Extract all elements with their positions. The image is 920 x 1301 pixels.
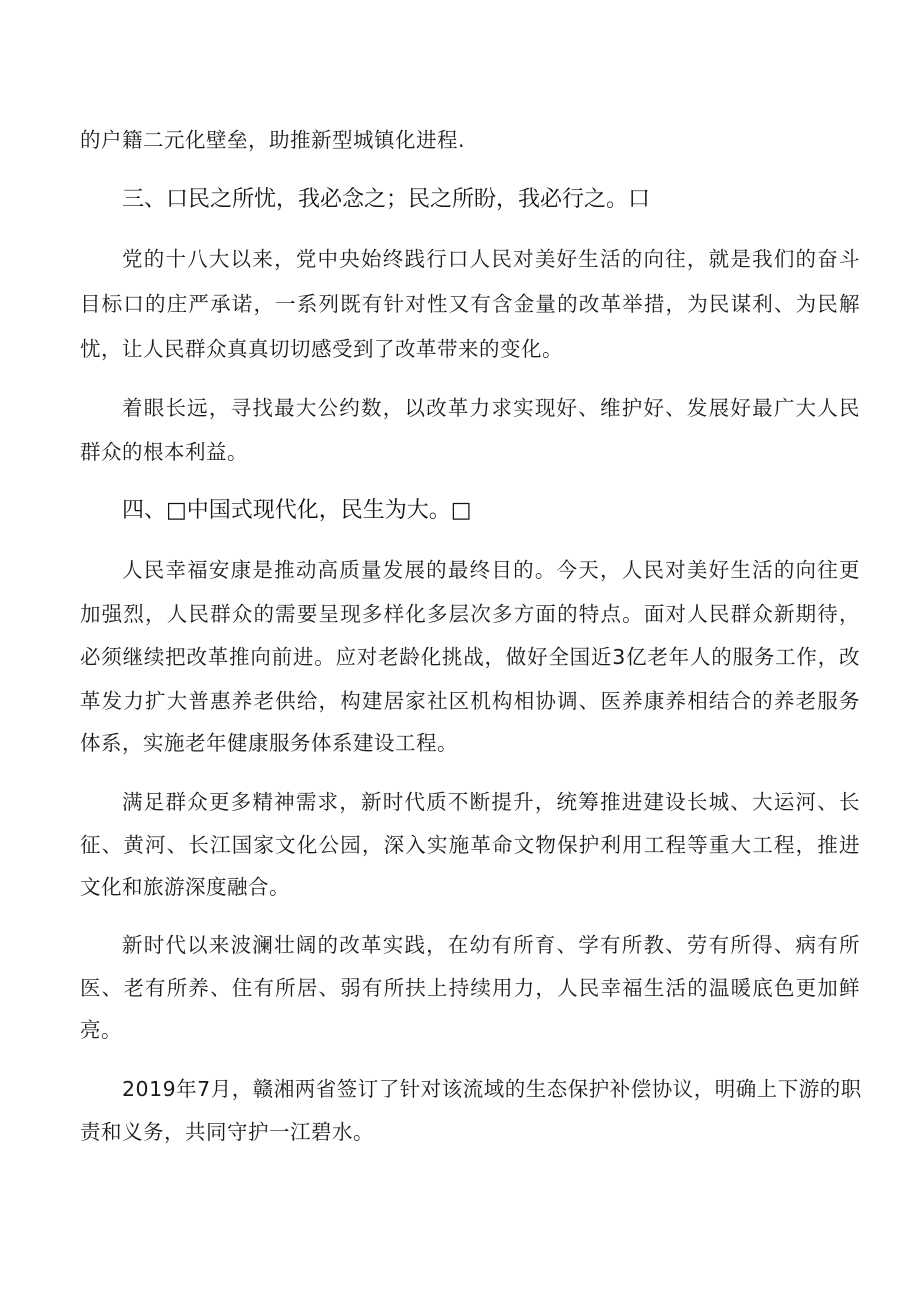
paragraph-line: 责和义务，共同守护一江碧水。 bbox=[80, 1120, 374, 1144]
paragraph-line: 人民幸福安康是推动高质量发展的最终目的。今天，人民对美好生活的向往更 bbox=[122, 558, 860, 582]
paragraph-line: 着眼长远，寻找最大公约数，以改革力求实现好、维护好、发展好最广大人民 bbox=[122, 396, 860, 420]
section-heading-4: 四、□中国式现代化，民生为大。□ bbox=[122, 498, 472, 523]
paragraph-line: 忧，让人民群众真真切切感受到了改革带来的变化。 bbox=[80, 337, 563, 361]
paragraph-line: 必须继续把改革推向前进。应对老龄化挑战，做好全国近3亿老年人的服务工作，改 bbox=[80, 645, 860, 669]
paragraph-line: 文化和旅游深度融合。 bbox=[80, 875, 290, 899]
paragraph-line: 的户籍二元化壁垒，助推新型城镇化进程. bbox=[80, 128, 466, 152]
paragraph-line: 2019年7月，赣湘两省签订了针对该流域的生态保护补偿协议，明确上下游的职 bbox=[122, 1077, 862, 1101]
paragraph-line: 群众的根本利益。 bbox=[80, 440, 248, 464]
section-heading-3: 三、口民之所忧，我必念之；民之所盼，我必行之。口 bbox=[122, 187, 651, 212]
paragraph-line: 体系，实施老年健康服务体系建设工程。 bbox=[80, 731, 458, 755]
paragraph-line: 目标口的庄严承诺，一系列既有针对性又有含金量的改革举措，为民谋利、为民解 bbox=[80, 292, 860, 316]
paragraph-line: 加强烈，人民群众的需要呈现多样化多层次多方面的特点。面对人民群众新期待， bbox=[80, 602, 860, 626]
paragraph-line: 征、黄河、长江国家文化公园，深入实施革命文物保护利用工程等重大工程，推进 bbox=[80, 833, 860, 857]
paragraph-line: 新时代以来波澜壮阔的改革实践，在幼有所育、学有所教、劳有所得、病有所 bbox=[122, 933, 860, 957]
paragraph-line: 医、老有所养、住有所居、弱有所扶上持续用力，人民幸福生活的温暖底色更加鲜 bbox=[80, 976, 860, 1000]
paragraph-line: 党的十八大以来，党中央始终践行口人民对美好生活的向往，就是我们的奋斗 bbox=[122, 247, 860, 271]
paragraph-line: 革发力扩大普惠养老供给，构建居家社区机构相协调、医养康养相结合的养老服务 bbox=[80, 689, 860, 713]
paragraph-line: 满足群众更多精神需求，新时代质不断提升，统筹推进建设长城、大运河、长 bbox=[122, 790, 860, 814]
paragraph-line: 亮。 bbox=[80, 1018, 122, 1042]
